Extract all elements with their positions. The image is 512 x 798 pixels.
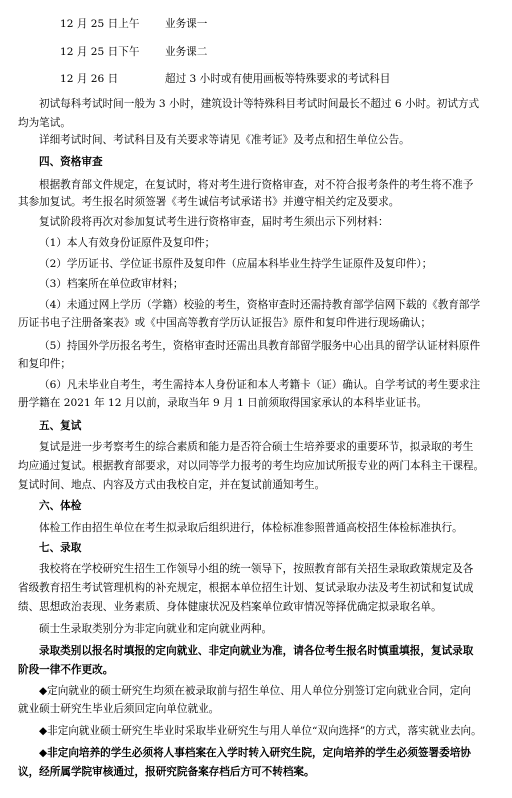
list-item-continuation: 和复印件； bbox=[18, 358, 71, 370]
list-item-continuation: 历证书电子注册备案表》或《中国高等教育学历认证报告》原件和复印件进行现场确认； bbox=[18, 317, 432, 329]
schedule-item: 超过 3 小时或有使用画板等特殊要求的考试科目 bbox=[165, 73, 391, 85]
paragraph-line: 初试每科考试时间一般为 3 小时，建筑设计等特殊科目考试时间最长不超过 6 小时。初试方式 bbox=[39, 98, 480, 110]
paragraph-line: 均为笔试。 bbox=[18, 117, 71, 129]
list-item: （2）学历证书、学位证书原件及复印件（应届本科毕业生持学生证原件及复印件）； bbox=[39, 258, 433, 270]
bullet-line: ◆非定向就业硕士研究生毕业时采取毕业研究生与用人单位“双向选择”的方式，落实就业去向。 bbox=[39, 725, 482, 737]
bold-bullet-line: ◆非定向培养的学生必须将人事档案在入学时转入研究生院，定向培养的学生必须签署委培协 bbox=[39, 747, 471, 759]
paragraph-line: 详细考试时间、考试科目及有关要求等请见《准考证》及考点和招生单位公告。 bbox=[39, 134, 410, 146]
schedule-date: 12 月 25 日上午 bbox=[60, 18, 140, 30]
paragraph-line: 复试是进一步考察考生的综合素质和能力是否符合硕士生培养要求的重要环节，拟录取的考生 bbox=[39, 441, 474, 453]
list-item: （5）持国外学历报名考生，资格审查时还需出具教育部留学服务中心出具的留学认证材料原件 bbox=[39, 340, 481, 352]
list-item: （1）本人有效身份证原件及复印件； bbox=[39, 237, 216, 249]
paragraph-line: 我校将在学校研究生招生工作领导小组的统一领导下，按照教育部有关招生录取政策规定及各 bbox=[39, 563, 474, 575]
paragraph-line: 其参加复试。考生报名时须签署《考生诚信考试承诺书》并遵守相关约定及要求。 bbox=[18, 196, 400, 208]
bold-notice-line: 录取类别以报名时填报的定向就业、非定向就业为准，请各位考生报名时慎重填报，复试录取 bbox=[39, 645, 474, 657]
list-item-continuation: 册学籍在 2021 年 12 月以前，录取当年 9 月 1 日前须取得国家承认的本科毕业证书。 bbox=[18, 397, 428, 409]
paragraph-line: 均应通过复试。根据教育部要求，对以同等学力报考的考生均应加试所报专业的两门本科主干课程。 bbox=[18, 460, 485, 472]
bullet-line: 就业硕士研究生毕业后须回定向单位就业。 bbox=[18, 703, 220, 715]
section-heading: 五、复试 bbox=[39, 420, 82, 432]
section-heading: 七、录取 bbox=[39, 542, 82, 554]
paragraph-line: 根据教育部文件规定，在复试时，将对考生进行资格审查，对不符合报考条件的考生将不准予 bbox=[39, 179, 474, 191]
schedule-item: 业务课一 bbox=[165, 18, 208, 30]
paragraph-line: 硕士生录取类别分为非定向就业和定向就业两种。 bbox=[39, 623, 273, 635]
paragraph-line: 复试阶段将再次对参加复试考生进行资格审查，届时考生须出示下列材料： bbox=[39, 216, 389, 228]
schedule-item: 业务课二 bbox=[165, 46, 208, 58]
paragraph-line: 体检工作由招生单位在考生拟录取后组织进行，体检标准参照普通高校招生体检标准执行。 bbox=[39, 522, 463, 534]
bold-bullet-line: 议，经所属学院审核通过，报研究院备案存档后方可不转档案。 bbox=[18, 766, 315, 778]
schedule-date: 12 月 25 日下午 bbox=[60, 46, 140, 58]
paragraph-line: 绩、思想政治表现、业务素质、身体健康状况及档案单位政审情况等择优确定拟录取名单。 bbox=[18, 601, 442, 613]
section-heading: 四、资格审查 bbox=[39, 156, 103, 168]
list-item: （3）档案所在单位政审材料； bbox=[39, 278, 184, 290]
list-item: （6）凡未毕业自考生，考生需持本人身份证和本人考籍卡（证）确认。自学考试的考生要求注 bbox=[39, 379, 481, 391]
paragraph-line: 省级教育招生考试管理机构的补充规定，根据本单位招生计划、复试录取办法及考生初试和复试成 bbox=[18, 582, 474, 594]
section-heading: 六、体检 bbox=[39, 500, 82, 512]
bullet-line: ◆定向就业的硕士研究生均须在被录取前与招生单位、用人单位分别签订定向就业合同，定向 bbox=[39, 685, 471, 697]
bold-notice-line: 阶段一律不作更改。 bbox=[18, 664, 114, 676]
list-item: （4）未通过网上学历（学籍）校验的考生，资格审查时还需持教育部学信网下载的《教育部学 bbox=[39, 299, 481, 311]
paragraph-line: 复试时间、地点、内容及方式由我校自定，并在复试前通知考生。 bbox=[18, 479, 326, 491]
schedule-date: 12 月 26 日 bbox=[60, 73, 119, 85]
